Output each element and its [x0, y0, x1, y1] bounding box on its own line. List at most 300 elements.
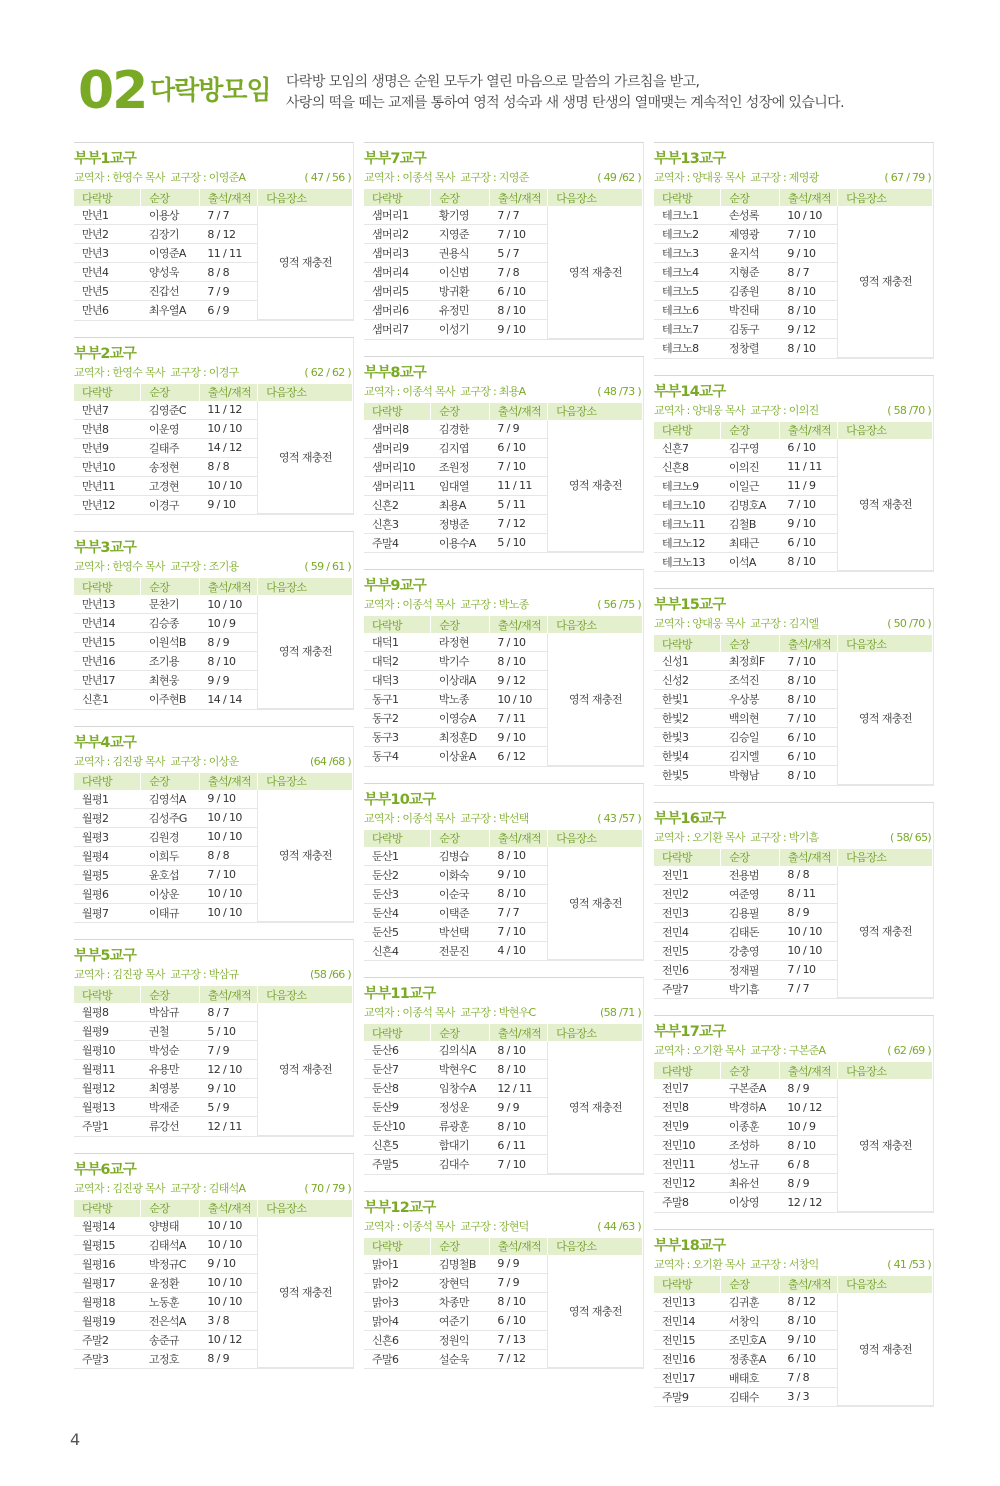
- darakbang-name: 주말7: [662, 982, 689, 996]
- table-row: [74, 401, 353, 420]
- column-header-darakbang: 다락방: [654, 189, 721, 206]
- next-place: 영적 재충전: [548, 633, 643, 765]
- column-header-darakbang: 다락방: [654, 422, 721, 439]
- attendance-value: 10 / 12: [199, 1330, 257, 1349]
- district-info: [364, 1218, 643, 1235]
- district-attendance-rate: ( 70 / 79 ): [304, 1181, 351, 1195]
- district-block: [654, 142, 934, 359]
- column-header-darakbang: 다락방: [74, 189, 141, 206]
- district-table: [74, 578, 353, 709]
- attendance-value: 8 / 10: [787, 768, 816, 782]
- attendance-value: 8 / 10: [779, 1136, 837, 1155]
- leader-name: 박삼규: [141, 1003, 199, 1022]
- darakbang-name: 전민17: [654, 1368, 721, 1387]
- darakbang-name: 둔산7: [364, 1060, 431, 1079]
- district-attendance-rate: (64 /68 ): [310, 754, 351, 768]
- leader-name: 김영석A: [141, 790, 199, 809]
- district-block: [654, 802, 934, 1000]
- leader-name: 이태규: [148, 906, 179, 920]
- attendance-value: 7 / 10: [489, 457, 547, 476]
- district-name: 부부14교구: [654, 383, 726, 400]
- attendance-value: 9 / 10: [207, 498, 236, 511]
- darakbang-name: 신흔3: [364, 514, 431, 533]
- attendance-value: 8 / 10: [489, 1292, 547, 1311]
- table-row: [654, 439, 933, 458]
- darakbang-name: 테크노5: [654, 282, 721, 301]
- table-header-row: [74, 1200, 353, 1217]
- district-block: [364, 977, 644, 1175]
- leader-name: 라정현: [431, 633, 489, 652]
- attendance-value: 6 / 10: [489, 1311, 547, 1330]
- darakbang-name: 샘머리11: [364, 476, 431, 495]
- table-header-row: [654, 189, 933, 206]
- attendance-value: 14 / 14: [207, 692, 242, 706]
- column-header-leader: 순장: [141, 189, 199, 206]
- leader-name: 박경하A: [721, 1098, 779, 1117]
- darakbang-name: 전민14: [654, 1311, 721, 1330]
- next-place: 영적 재충전: [258, 1217, 353, 1368]
- district-info: [364, 383, 643, 400]
- attendance-value: 5 / 10: [199, 1022, 257, 1041]
- next-place: 영적 재충전: [838, 439, 933, 571]
- district-table: [364, 616, 643, 766]
- next-place: 영적 재충전: [548, 1041, 643, 1173]
- leader-name: 김경한: [431, 420, 489, 439]
- table-row: [364, 633, 643, 652]
- darakbang-name: 만년16: [74, 652, 141, 671]
- district-head: 교구장 : 제영광: [750, 171, 819, 184]
- darakbang-name: 샘머리10: [364, 457, 431, 476]
- darakbang-name: 만년7: [74, 401, 141, 420]
- leader-name: 윤정환: [141, 1273, 199, 1292]
- district-block: [364, 783, 644, 962]
- darakbang-name: 전민6: [654, 960, 721, 979]
- district-info: [74, 558, 353, 575]
- column-header-place: 다음장소: [258, 384, 353, 401]
- column-header-leader: 순장: [141, 578, 199, 595]
- leader-name: 구본준A: [721, 1079, 779, 1098]
- attendance-value: 8 / 10: [489, 1041, 547, 1060]
- attendance-value: 10 / 10: [207, 906, 242, 919]
- column-header-leader: 순장: [431, 830, 489, 847]
- attendance-value: 9 / 9: [199, 671, 257, 690]
- darakbang-name: 월평17: [74, 1273, 141, 1292]
- table-header-row: [364, 189, 643, 206]
- column-header-place: 다음장소: [258, 986, 353, 1003]
- district-name: 부부16교구: [654, 810, 726, 827]
- district-minister: 교역자 : 이종석 목사: [364, 598, 455, 611]
- column-header-leader: 순장: [431, 1024, 489, 1041]
- attendance-value: 7 / 12: [489, 514, 547, 533]
- darakbang-name: 만년6: [82, 304, 109, 317]
- attendance-value: 9 / 10: [779, 1330, 837, 1349]
- district-head: 교구장 : 서창익: [750, 1257, 819, 1271]
- darakbang-name: 만년4: [74, 263, 141, 282]
- table-header-row: [74, 189, 353, 206]
- table-header-row: [364, 830, 643, 847]
- district-name: 부부4교구: [74, 734, 137, 751]
- darakbang-name: 월평11: [74, 1060, 141, 1079]
- leader-name: 김영준C: [141, 401, 199, 420]
- column-header-place: 다음장소: [838, 189, 933, 206]
- leader-name: 박성순: [141, 1041, 199, 1060]
- district-block: [74, 726, 354, 924]
- leader-name: 고경현: [141, 476, 199, 495]
- attendance-value: 8 / 10: [779, 282, 837, 301]
- table-row: [364, 847, 643, 866]
- district-attendance-rate: (58 /71 ): [600, 1006, 641, 1019]
- column-header-darakbang: 다락방: [654, 635, 721, 652]
- district-block: [74, 337, 354, 516]
- darakbang-name: 둔산3: [364, 884, 431, 903]
- table-row: [364, 1041, 643, 1060]
- attendance-value: 10 / 10: [199, 808, 257, 827]
- darakbang-name: 주말5: [372, 1158, 399, 1171]
- column-header-leader: 순장: [141, 1200, 199, 1217]
- column-header-darakbang: 다락방: [74, 773, 141, 790]
- darakbang-name: 테크노9: [654, 476, 721, 495]
- darakbang-name: 테크노1: [654, 206, 721, 225]
- darakbang-name: 월평5: [74, 865, 141, 884]
- column-header-attendance: 출석/재적: [489, 1024, 547, 1041]
- table-row: [654, 866, 933, 885]
- leader-name: 조원정: [431, 457, 489, 476]
- darakbang-name: 테크노6: [654, 301, 721, 320]
- attendance-value: 10 / 10: [779, 941, 837, 960]
- table-row: [74, 206, 353, 225]
- district-block: [654, 1229, 934, 1408]
- attendance-value: 8 / 10: [779, 690, 837, 709]
- column-header-leader: 순장: [721, 849, 779, 866]
- district-head: 교구장 : 박현우C: [460, 1006, 536, 1019]
- table-header-row: [654, 635, 933, 652]
- leader-name: 김지엘: [721, 747, 779, 766]
- darakbang-name: 만년5: [74, 282, 141, 301]
- leader-name: 김명호A: [721, 495, 779, 514]
- next-place: 영적 재충전: [258, 790, 353, 922]
- district-head: 교구장 : 지영준: [460, 171, 529, 184]
- darakbang-name: 둔산2: [364, 865, 431, 884]
- attendance-value: 8 / 10: [787, 341, 816, 355]
- darakbang-name: 만년11: [74, 476, 141, 495]
- attendance-value: 8 / 10: [779, 1311, 837, 1330]
- column-header-attendance: 출석/재적: [199, 1200, 257, 1217]
- attendance-value: 7 / 10: [779, 960, 837, 979]
- attendance-value: 7 / 9: [489, 1273, 547, 1292]
- attendance-value: 9 / 10: [497, 322, 526, 336]
- leader-name: 김병습: [431, 847, 489, 866]
- district-attendance-rate: ( 48 /73 ): [597, 384, 641, 398]
- leader-name: 정원익: [431, 1330, 489, 1349]
- leader-name: 이성기: [438, 323, 469, 336]
- column-header-attendance: 출석/재적: [779, 849, 837, 866]
- leader-name: 제영광: [721, 225, 779, 244]
- attendance-value: 8 / 10: [489, 1117, 547, 1136]
- leader-name: 윤지석: [721, 244, 779, 263]
- district-minister: 교역자 : 이종석 목사: [364, 171, 455, 184]
- darakbang-name: 한빛5: [662, 769, 689, 782]
- attendance-value: 8 / 8: [199, 846, 257, 865]
- column-header-darakbang: 다락방: [364, 1238, 431, 1255]
- leader-name: 김지엽: [431, 438, 489, 457]
- leader-name: 이상윤A: [438, 750, 476, 763]
- column-header-attendance: 출석/재적: [199, 384, 257, 401]
- attendance-value: 10 / 10: [779, 922, 837, 941]
- darakbang-name: 신흔1: [82, 693, 109, 706]
- column-header-attendance: 출석/재적: [779, 422, 837, 439]
- district-name: 부부5교구: [74, 948, 137, 964]
- next-place: 영적 재충전: [548, 1255, 643, 1368]
- attendance-value: 9 / 10: [199, 1254, 257, 1273]
- table-header-row: [364, 403, 643, 420]
- attendance-value: 11 / 11: [199, 244, 257, 263]
- next-place: 영적 재충전: [548, 420, 643, 552]
- leader-name: 양성욱: [141, 263, 199, 282]
- attendance-value: 8 / 9: [779, 903, 837, 922]
- column-header-attendance: 출석/재적: [489, 1238, 547, 1255]
- column-header-place: 다음장소: [258, 578, 353, 595]
- leader-name: 지영준: [431, 225, 489, 244]
- attendance-value: 3 / 3: [787, 1390, 810, 1403]
- attendance-value: 8 / 10: [787, 555, 816, 568]
- darakbang-name: 대덕2: [364, 652, 431, 671]
- leader-name: 전용범: [721, 866, 779, 885]
- darakbang-name: 신흔6: [364, 1330, 431, 1349]
- district-head: 교구장 : 조기용: [170, 560, 239, 573]
- column-header-attendance: 출석/재적: [779, 1276, 837, 1293]
- darakbang-name: 월평1: [74, 790, 141, 809]
- district-minister: 교역자 : 한영수 목사: [74, 365, 165, 379]
- attendance-value: 7 / 10: [199, 865, 257, 884]
- leader-name: 유용만: [141, 1060, 199, 1079]
- darakbang-name: 샘머리1: [364, 206, 431, 225]
- darakbang-name: 동구2: [364, 709, 431, 728]
- attendance-value: 11 / 12: [199, 401, 257, 420]
- attendance-value: 10 / 9: [779, 1117, 837, 1136]
- darakbang-name: 샘머리8: [364, 420, 431, 439]
- district-table: [654, 849, 933, 999]
- leader-name: 이용수A: [438, 536, 476, 550]
- leader-name: 김의식A: [431, 1041, 489, 1060]
- table-row: [364, 420, 643, 439]
- attendance-value: 10 / 10: [489, 690, 547, 709]
- column-header-attendance: 출석/재적: [779, 1062, 837, 1079]
- column-header-darakbang: 다락방: [364, 616, 431, 633]
- district-attendance-rate: ( 58/ 65): [890, 830, 931, 844]
- attendance-value: 11 / 11: [489, 476, 547, 495]
- leader-name: 최현웅: [141, 671, 199, 690]
- district-head: 교구장 : 박기흠: [750, 830, 819, 844]
- leader-name: 지형준: [721, 263, 779, 282]
- attendance-value: 7 / 10: [489, 922, 547, 941]
- attendance-value: 8 / 7: [199, 1003, 257, 1022]
- district-table: [74, 189, 353, 320]
- attendance-value: 10 / 9: [199, 614, 257, 633]
- attendance-value: 9 / 10: [779, 244, 837, 263]
- leader-name: 장현덕: [431, 1273, 489, 1292]
- darakbang-name: 전민2: [654, 884, 721, 903]
- district-info: [654, 402, 933, 419]
- column-header-attendance: 출석/재적: [199, 773, 257, 790]
- district-name: 부부10교구: [364, 791, 436, 808]
- darakbang-name: 맑아1: [364, 1255, 431, 1274]
- district-info: [654, 1042, 933, 1059]
- district-minister: 교역자 : 한영수 목사: [74, 560, 165, 573]
- darakbang-name: 대덕3: [364, 671, 431, 690]
- leader-name: 권용식: [431, 244, 489, 263]
- leader-name: 정종훈A: [721, 1349, 779, 1368]
- attendance-value: 10 / 10: [199, 476, 257, 495]
- darakbang-name: 전민9: [654, 1117, 721, 1136]
- attendance-value: 10 / 10: [199, 595, 257, 614]
- district-info: [654, 169, 933, 186]
- leader-name: 김장기: [141, 225, 199, 244]
- district-name: 부부18교구: [654, 1237, 726, 1254]
- table-header-row: [74, 578, 353, 595]
- leader-name: 배태호: [721, 1368, 779, 1387]
- attendance-value: 7 / 7: [489, 903, 547, 922]
- district-column-1: [74, 142, 354, 1385]
- leader-name: 성노규: [721, 1155, 779, 1174]
- attendance-value: 12 / 11: [489, 1079, 547, 1098]
- column-header-place: 다음장소: [838, 635, 933, 652]
- column-header-darakbang: 다락방: [74, 578, 141, 595]
- attendance-value: 6 / 10: [779, 728, 837, 747]
- attendance-value: 10 / 10: [199, 419, 257, 438]
- district-attendance-rate: ( 62 / 62 ): [304, 365, 351, 379]
- attendance-value: 4 / 10: [497, 944, 526, 957]
- darakbang-name: 테크노13: [662, 555, 705, 569]
- darakbang-name: 테크노10: [654, 495, 721, 514]
- leader-name: 백의현: [721, 709, 779, 728]
- district-name: 부부7교구: [364, 151, 427, 167]
- leader-name: 이일근: [721, 476, 779, 495]
- leader-name: 조석진: [721, 671, 779, 690]
- leader-name: 이원석B: [141, 633, 199, 652]
- table-row: [654, 1293, 933, 1312]
- leader-name: 김대수: [438, 1158, 469, 1171]
- district-minister: 교역자 : 오기환 목사: [654, 1257, 745, 1271]
- section-header: [78, 62, 978, 126]
- district-attendance-rate: ( 43 /57 ): [597, 811, 641, 825]
- column-header-attendance: 출석/재적: [779, 189, 837, 206]
- column-header-place: 다음장소: [548, 189, 643, 206]
- darakbang-name: 전민8: [654, 1098, 721, 1117]
- attendance-value: 11 / 9: [779, 476, 837, 495]
- attendance-value: 9 / 9: [489, 1098, 547, 1117]
- attendance-value: 7 / 10: [779, 225, 837, 244]
- district-info: [654, 1256, 933, 1273]
- darakbang-name: 샘머리6: [364, 301, 431, 320]
- leader-name: 김종원: [721, 282, 779, 301]
- darakbang-name: 주말4: [372, 536, 399, 550]
- leader-name: 최용A: [431, 495, 489, 514]
- district-info: [364, 596, 643, 613]
- attendance-value: 9 / 9: [489, 1255, 547, 1274]
- attendance-value: 7 / 12: [497, 1352, 526, 1365]
- darakbang-name: 전민1: [654, 866, 721, 885]
- district-table: [654, 1276, 933, 1407]
- leader-name: 박재준: [141, 1098, 199, 1117]
- attendance-value: 5 / 11: [489, 495, 547, 514]
- district-name: 부부15교구: [654, 597, 726, 613]
- district-table: [364, 403, 643, 553]
- column-header-place: 다음장소: [258, 1200, 353, 1217]
- column-header-place: 다음장소: [838, 1062, 933, 1079]
- attendance-value: 12 / 10: [199, 1060, 257, 1079]
- attendance-value: 6 / 10: [779, 533, 837, 552]
- darakbang-name: 동구1: [364, 690, 431, 709]
- district-table: [74, 986, 353, 1136]
- attendance-value: 6 / 10: [779, 747, 837, 766]
- darakbang-name: 만년12: [82, 498, 115, 512]
- column-header-leader: 순장: [721, 1276, 779, 1293]
- district-table: [364, 1024, 643, 1174]
- column-header-attendance: 출석/재적: [489, 616, 547, 633]
- column-header-place: 다음장소: [548, 830, 643, 847]
- attendance-value: 10 / 12: [779, 1098, 837, 1117]
- district-block: [654, 375, 934, 573]
- darakbang-name: 주말8: [662, 1196, 689, 1209]
- leader-name: 최유선: [721, 1174, 779, 1193]
- attendance-value: 8 / 10: [489, 301, 547, 320]
- attendance-value: 8 / 10: [489, 847, 547, 866]
- leader-name: 전은석A: [141, 1311, 199, 1330]
- leader-name: 이의진: [721, 457, 779, 476]
- table-row: [364, 1255, 643, 1274]
- district-info: [74, 169, 353, 186]
- darakbang-name: 대덕1: [364, 633, 431, 652]
- district-head: 교구장 : 이경구: [170, 365, 239, 379]
- darakbang-name: 전민10: [654, 1136, 721, 1155]
- attendance-value: 9 / 10: [489, 728, 547, 747]
- leader-name: 노동훈: [141, 1292, 199, 1311]
- darakbang-name: 월평19: [74, 1311, 141, 1330]
- district-head: 교구장 : 이영준A: [170, 171, 246, 184]
- district-minister: 교역자 : 오기환 목사: [654, 1044, 745, 1057]
- leader-name: 양병태: [141, 1217, 199, 1236]
- darakbang-name: 신흔5: [364, 1136, 431, 1155]
- leader-name: 김성주G: [141, 808, 199, 827]
- table-header-row: [654, 1062, 933, 1079]
- darakbang-name: 주말2: [74, 1330, 141, 1349]
- attendance-value: 7 / 9: [199, 1041, 257, 1060]
- section-description-line: 다락방 모임의 생명은 순원 모두가 열린 마음으로 말씀의 가르침을 받고,: [286, 74, 700, 90]
- darakbang-name: 둔산10: [364, 1117, 431, 1136]
- attendance-value: 7 / 10: [489, 633, 547, 652]
- attendance-value: 6 / 8: [779, 1155, 837, 1174]
- attendance-value: 8 / 12: [779, 1293, 837, 1312]
- leader-name: 여준기: [431, 1311, 489, 1330]
- leader-name: 최영봉: [141, 1079, 199, 1098]
- section-description-line: 사랑의 떡을 떼는 교제를 통하여 영적 성숙과 새 생명 탄생의 열매맺는 계속적인 성장에 있습니다.: [286, 95, 844, 111]
- district-table: [654, 189, 933, 358]
- district-minister: 교역자 : 오기환 목사: [654, 830, 745, 844]
- column-header-leader: 순장: [141, 986, 199, 1003]
- darakbang-name: 월평10: [74, 1041, 141, 1060]
- column-header-place: 다음장소: [258, 773, 353, 790]
- next-place: 영적 재충전: [838, 652, 933, 784]
- column-header-place: 다음장소: [838, 849, 933, 866]
- attendance-value: 12 / 12: [787, 1195, 822, 1209]
- darakbang-name: 한빛2: [654, 709, 721, 728]
- leader-name: 김동구: [721, 320, 779, 339]
- attendance-value: 8 / 7: [779, 263, 837, 282]
- leader-name: 윤호섭: [141, 865, 199, 884]
- attendance-value: 9 / 10: [489, 865, 547, 884]
- leader-name: 유정민: [431, 301, 489, 320]
- leader-name: 이희두: [141, 846, 199, 865]
